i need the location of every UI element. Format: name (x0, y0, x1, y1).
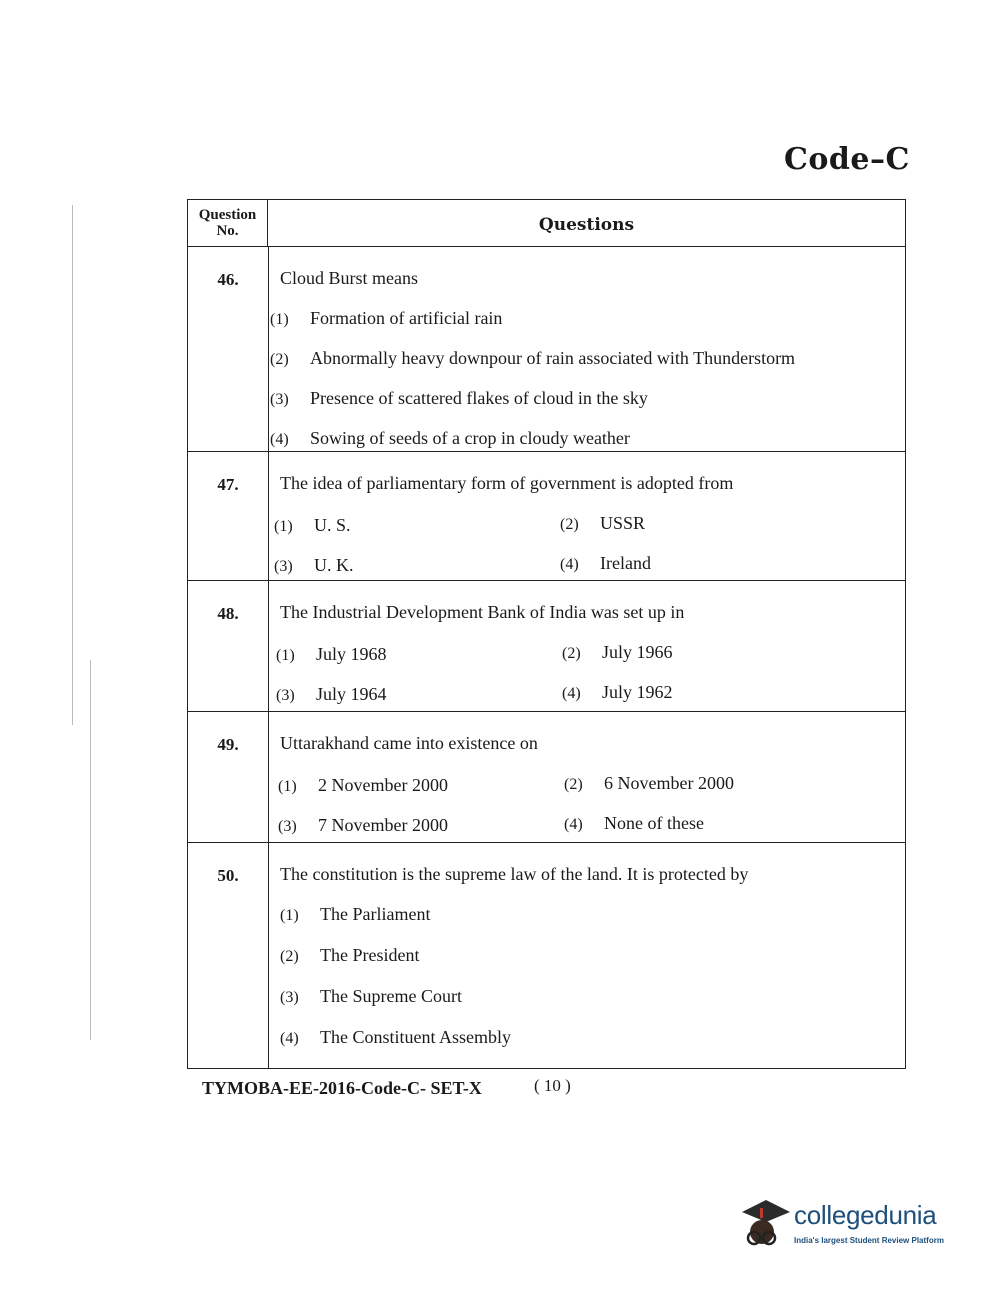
question-table (187, 199, 906, 1069)
option-text: U. S. (314, 515, 351, 535)
option-number: (1) (276, 647, 295, 664)
option-number: (4) (564, 816, 583, 833)
option-number: (2) (270, 351, 289, 368)
question-number: 50. (217, 866, 239, 885)
table-header (188, 200, 905, 247)
question-number: 48. (217, 604, 239, 623)
option-text: The Supreme Court (320, 986, 462, 1006)
column-header-line: No. (216, 223, 239, 239)
option-number: (4) (562, 685, 581, 702)
question-row-49 (188, 711, 905, 843)
page-number: ( 10 ) (534, 1076, 571, 1095)
question-row-50 (188, 842, 905, 1068)
option-number: (1) (270, 311, 289, 328)
question-number: 49. (217, 735, 239, 754)
question-number: 47. (217, 475, 239, 494)
option-number: (1) (280, 907, 299, 924)
option-1 (280, 904, 430, 925)
option-1 (274, 515, 351, 536)
brand-name: collegedunia (794, 1200, 937, 1230)
option-number: (2) (564, 776, 583, 793)
option-text: The Parliament (320, 904, 431, 924)
option-text: Ireland (600, 553, 651, 573)
option-1 (278, 775, 448, 796)
mascot-icon (736, 1196, 792, 1254)
option-4 (270, 428, 630, 449)
option-2 (562, 642, 673, 663)
column-header-questions: Questions (538, 215, 635, 235)
question-row-46 (188, 246, 905, 452)
option-text: The Constituent Assembly (320, 1027, 511, 1047)
question-text: The Industrial Development Bank of India was set up in (280, 602, 685, 622)
column-header-question-no (188, 200, 268, 246)
option-text: USSR (600, 513, 646, 533)
option-3 (278, 815, 448, 836)
question-row-48 (188, 580, 905, 712)
option-text: 7 November 2000 (318, 815, 448, 835)
question-text: The constitution is the supreme law of the land. It is protected by (280, 864, 749, 884)
option-number: (4) (280, 1030, 299, 1047)
option-text: None of these (604, 813, 704, 833)
option-number: (3) (274, 558, 293, 575)
option-text: Sowing of seeds of a crop in cloudy weather (310, 428, 630, 448)
page-code: Code–C (784, 142, 910, 177)
option-number: (3) (278, 818, 297, 835)
option-4 (562, 682, 673, 703)
option-number: (2) (560, 516, 579, 533)
option-3 (276, 684, 387, 705)
option-3 (270, 388, 648, 409)
option-number: (2) (562, 645, 581, 662)
option-text: Formation of artificial rain (310, 308, 503, 328)
option-text: 6 November 2000 (604, 773, 734, 793)
option-text: Abnormally heavy downpour of rain associated with Thunderstorm (310, 348, 796, 368)
option-1 (276, 644, 387, 665)
option-number: (1) (274, 518, 293, 535)
footer-set-code: TYMOBA-EE-2016-Code-C- SET-X (202, 1078, 482, 1098)
option-2 (270, 348, 795, 369)
option-text: 2 November 2000 (318, 775, 448, 795)
option-number: (1) (278, 778, 297, 795)
option-2 (280, 945, 419, 966)
column-header-line: Question (198, 207, 257, 223)
question-row-47 (188, 451, 905, 581)
question-text: Uttarakhand came into existence on (280, 733, 538, 753)
option-number: (2) (280, 948, 299, 965)
option-text: July 1964 (316, 684, 387, 704)
option-text: July 1962 (602, 682, 673, 702)
brand-logo[interactable] (736, 1196, 966, 1256)
option-text: U. K. (314, 555, 354, 575)
option-2 (560, 513, 645, 534)
option-3 (280, 986, 462, 1007)
option-text: July 1966 (602, 642, 673, 662)
scan-edge-mark (90, 660, 91, 1040)
option-3 (274, 555, 354, 576)
question-number: 46. (217, 270, 239, 289)
option-number: (3) (270, 391, 289, 408)
question-text: The idea of parliamentary form of government is adopted from (280, 473, 734, 493)
option-4 (564, 813, 704, 834)
scan-edge-mark (72, 205, 73, 725)
option-number: (3) (276, 687, 295, 704)
option-text: The President (320, 945, 420, 965)
option-1 (270, 308, 502, 329)
option-number: (4) (270, 431, 289, 448)
option-text: July 1968 (316, 644, 387, 664)
brand-tagline: India's largest Student Review Platform (794, 1236, 944, 1245)
option-4 (280, 1027, 511, 1048)
option-4 (560, 553, 651, 574)
option-number: (4) (560, 556, 579, 573)
question-text: Cloud Burst means (280, 268, 418, 288)
option-text: Presence of scattered flakes of cloud in the sky (310, 388, 648, 408)
option-2 (564, 773, 734, 794)
option-number: (3) (280, 989, 299, 1006)
